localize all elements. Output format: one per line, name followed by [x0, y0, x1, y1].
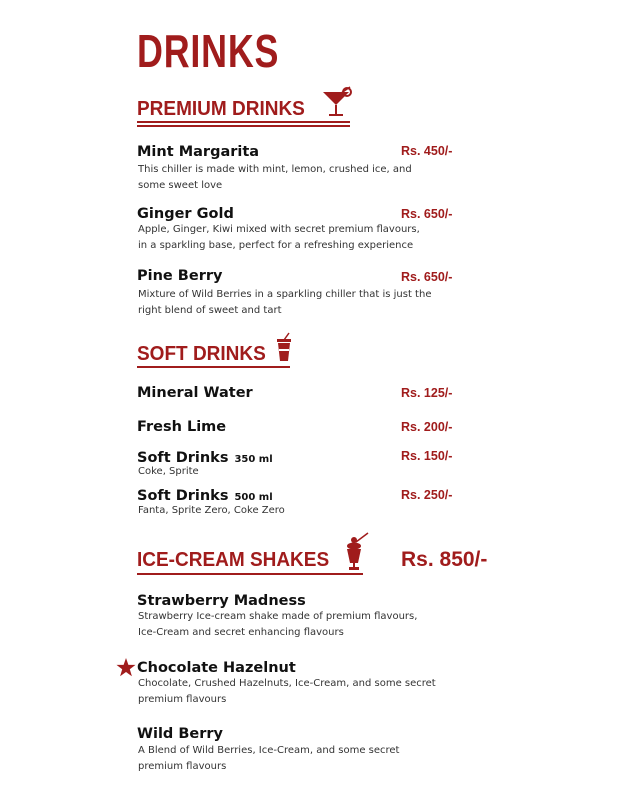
- item-fresh-lime: Fresh Lime: [137, 419, 227, 435]
- item-ginger-gold: Ginger Gold: [137, 206, 234, 222]
- desc-ginger-gold: Apple, Ginger, Kiwi mixed with secret premium flavours, in a sparkling base, perfect for a refreshing experience: [138, 224, 420, 251]
- star-icon: [116, 658, 136, 677]
- price-pine-berry: Rs. 650/-: [401, 270, 453, 284]
- price-mineral-water: Rs. 125/-: [401, 386, 453, 400]
- item-size-label: 350 ml: [234, 454, 273, 465]
- item-size-label: 500 ml: [234, 492, 273, 503]
- item-wild-berry: Wild Berry: [137, 726, 224, 742]
- item-name-label: Soft Drinks: [137, 450, 229, 466]
- item-strawberry-madness: Strawberry Madness: [137, 593, 306, 609]
- price-mint-margarita: Rs. 450/-: [401, 144, 453, 158]
- soft-rule: [137, 366, 290, 368]
- shakes-rule: [137, 573, 363, 575]
- price-soft-drinks-500: Rs. 250/-: [401, 488, 453, 502]
- premium-drinks-heading: PREMIUM DRINKS: [137, 98, 305, 120]
- shakes-heading: ICE-CREAM SHAKES: [137, 549, 330, 571]
- item-name-label: Soft Drinks: [137, 488, 229, 504]
- desc-pine-berry: Mixture of Wild Berries in a sparkling chiller that is just the right blend of sweet and tart: [138, 289, 432, 316]
- item-mint-margarita: Mint Margarita: [137, 144, 260, 160]
- price-ginger-gold: Rs. 650/-: [401, 207, 453, 221]
- milkshake-icon: [344, 532, 370, 572]
- desc-chocolate-hazelnut: Chocolate, Crushed Hazelnuts, Ice-Cream, and some secret premium flavours: [138, 678, 436, 705]
- item-pine-berry: Pine Berry: [137, 268, 223, 284]
- desc-mint-margarita: This chiller is made with mint, lemon, crushed ice, and some sweet love: [138, 164, 412, 191]
- item-soft-drinks-500: [137, 489, 273, 504]
- soda-cup-icon: [274, 332, 294, 362]
- soft-drinks-heading: SOFT DRINKS: [137, 343, 266, 365]
- price-soft-drinks-350: Rs. 150/-: [401, 449, 453, 463]
- desc-strawberry-madness: Strawberry Ice-cream shake made of premium flavours, Ice-Cream and secret enhancing flavours: [138, 611, 418, 638]
- desc-wild-berry: A Blend of Wild Berries, Ice-Cream, and some secret premium flavours: [138, 745, 400, 772]
- cocktail-glass-icon: [320, 86, 354, 118]
- item-mineral-water: Mineral Water: [137, 385, 253, 401]
- premium-rule-bottom: [137, 125, 350, 127]
- menu-title: DRINKS: [137, 25, 280, 77]
- item-chocolate-hazelnut: Chocolate Hazelnut: [137, 660, 296, 676]
- price-fresh-lime: Rs. 200/-: [401, 420, 453, 434]
- premium-rule-top: [137, 121, 350, 123]
- desc-soft-drinks-350: Coke, Sprite: [138, 466, 199, 477]
- desc-soft-drinks-500: Fanta, Sprite Zero, Coke Zero: [138, 505, 285, 516]
- shakes-price: Rs. 850/-: [401, 548, 488, 571]
